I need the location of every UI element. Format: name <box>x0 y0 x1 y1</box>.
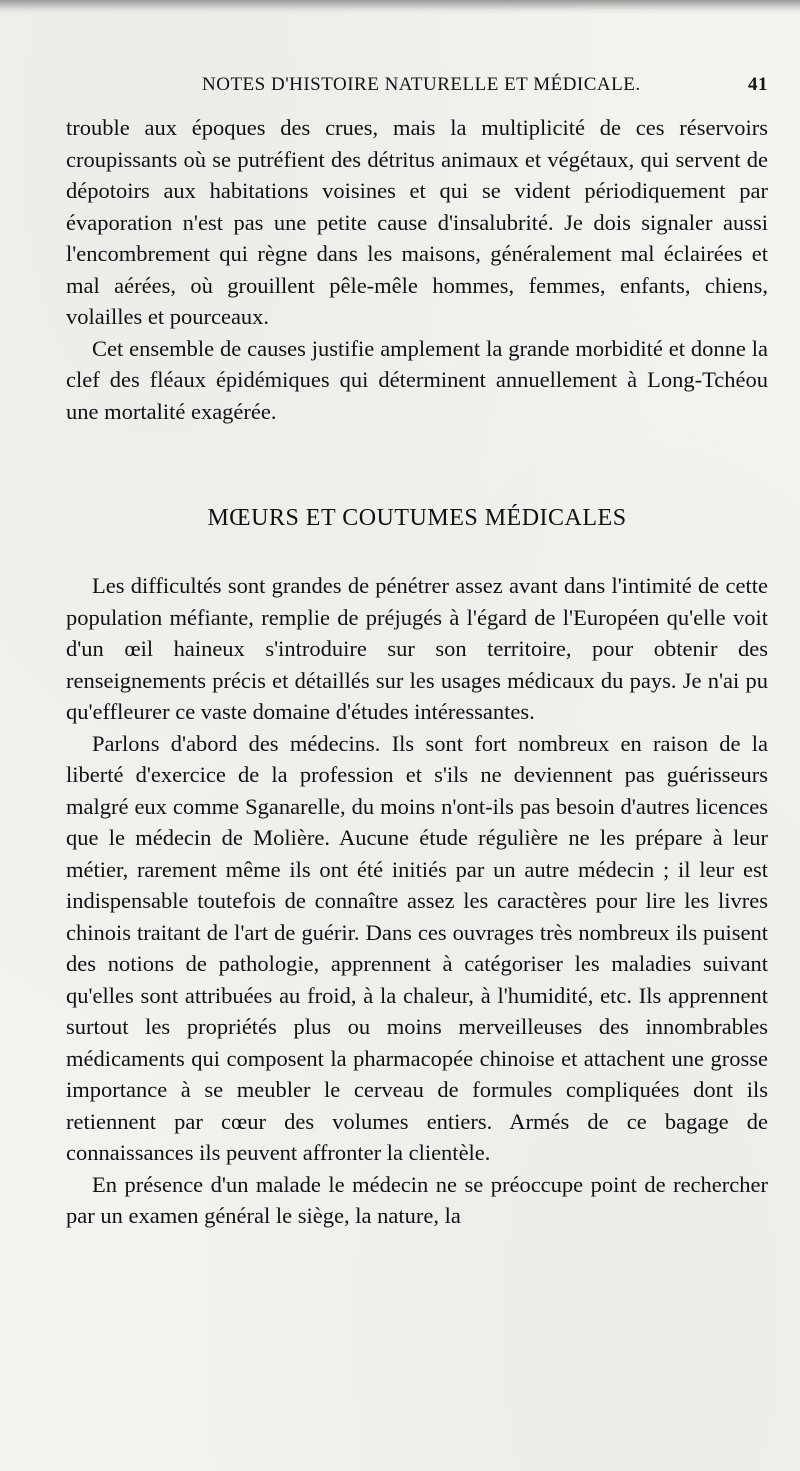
paragraph: Les difficultés sont grandes de pénétrer assez avant dans l'intimité de cette population méfiante, remplie de préjugés à l'égard de l'Européen qu'elle voit d'un œil haineux s'introduire sur son territoire, pour obtenir des renseignements précis et détaillés sur les usages médicaux du pays. Je n'ai pu qu'effleurer ce vaste domaine d'études intéressantes. <box>66 573 768 724</box>
running-head <box>66 74 768 104</box>
paragraph: trouble aux époques des crues, mais la multiplicité de ces réservoirs croupissants où se putréfient des détritus animaux et végétaux, qui servent de dépotoirs aux habitations voisines et qui se vident périodiquement par évaporation n'est pas une petite cause d'insalubrité. Je dois signaler aussi l'encombrement qui règne dans les maisons, généralement mal éclairées et mal aérées, où grouillent pêle-mêle hommes, femmes, enfants, chiens, volailles et pourceaux. <box>66 115 768 329</box>
paragraph: En présence d'un malade le médecin ne se préoccupe point de rechercher par un examen général le siège, la nature, la <box>66 1171 768 1228</box>
paragraph: Parlons d'abord des médecins. Ils sont fort nombreux en raison de la liberté d'exercice de la profession et s'ils ne deviennent pas guérisseurs malgré eux comme Sganarelle, du moins n'ont-ils pas besoin d'autres licences que le médecin de Molière. Aucune étude régulière ne les prépare à leur métier, rarement même ils ont été initiés par un autre médecin ; il leur est indispensable toutefois de connaître assez les caractères pour lire les livres chinois traitant de l'art de guérir. Dans ces ouvrages très nombreux ils puisent des notions de pathologie, apprennent à catégoriser les maladies suivant qu'elles sont attribuées au froid, à la chaleur, à l'humidité, etc. Ils apprennent surtout les propriétés plus ou moins merveilleuses des innombrables médicaments qui composent la pharmacopée chinoise et attachent une grosse importance à se meubler le cerveau de formules compliquées dont ils retiennent par cœur des volumes entiers. Armés de ce bagage de connaissances ils peuvent affronter la clientèle. <box>66 730 768 1165</box>
paragraph: Cet ensemble de causes justifie amplement la grande morbidité et donne la clef des fléaux épidémiques qui déterminent annuellement à Long-Tchéou une mortalité exagérée. <box>66 335 768 424</box>
intro-text <box>66 112 768 427</box>
section-heading: MŒURS ET COUTUMES MÉDICALES <box>207 505 627 531</box>
page-number: 41 <box>748 74 768 95</box>
running-head-title: NOTES D'HISTOIRE NATURELLE ET MÉDICALE. <box>202 74 641 95</box>
section-text <box>66 570 768 1232</box>
scan-top-edge <box>0 0 800 14</box>
